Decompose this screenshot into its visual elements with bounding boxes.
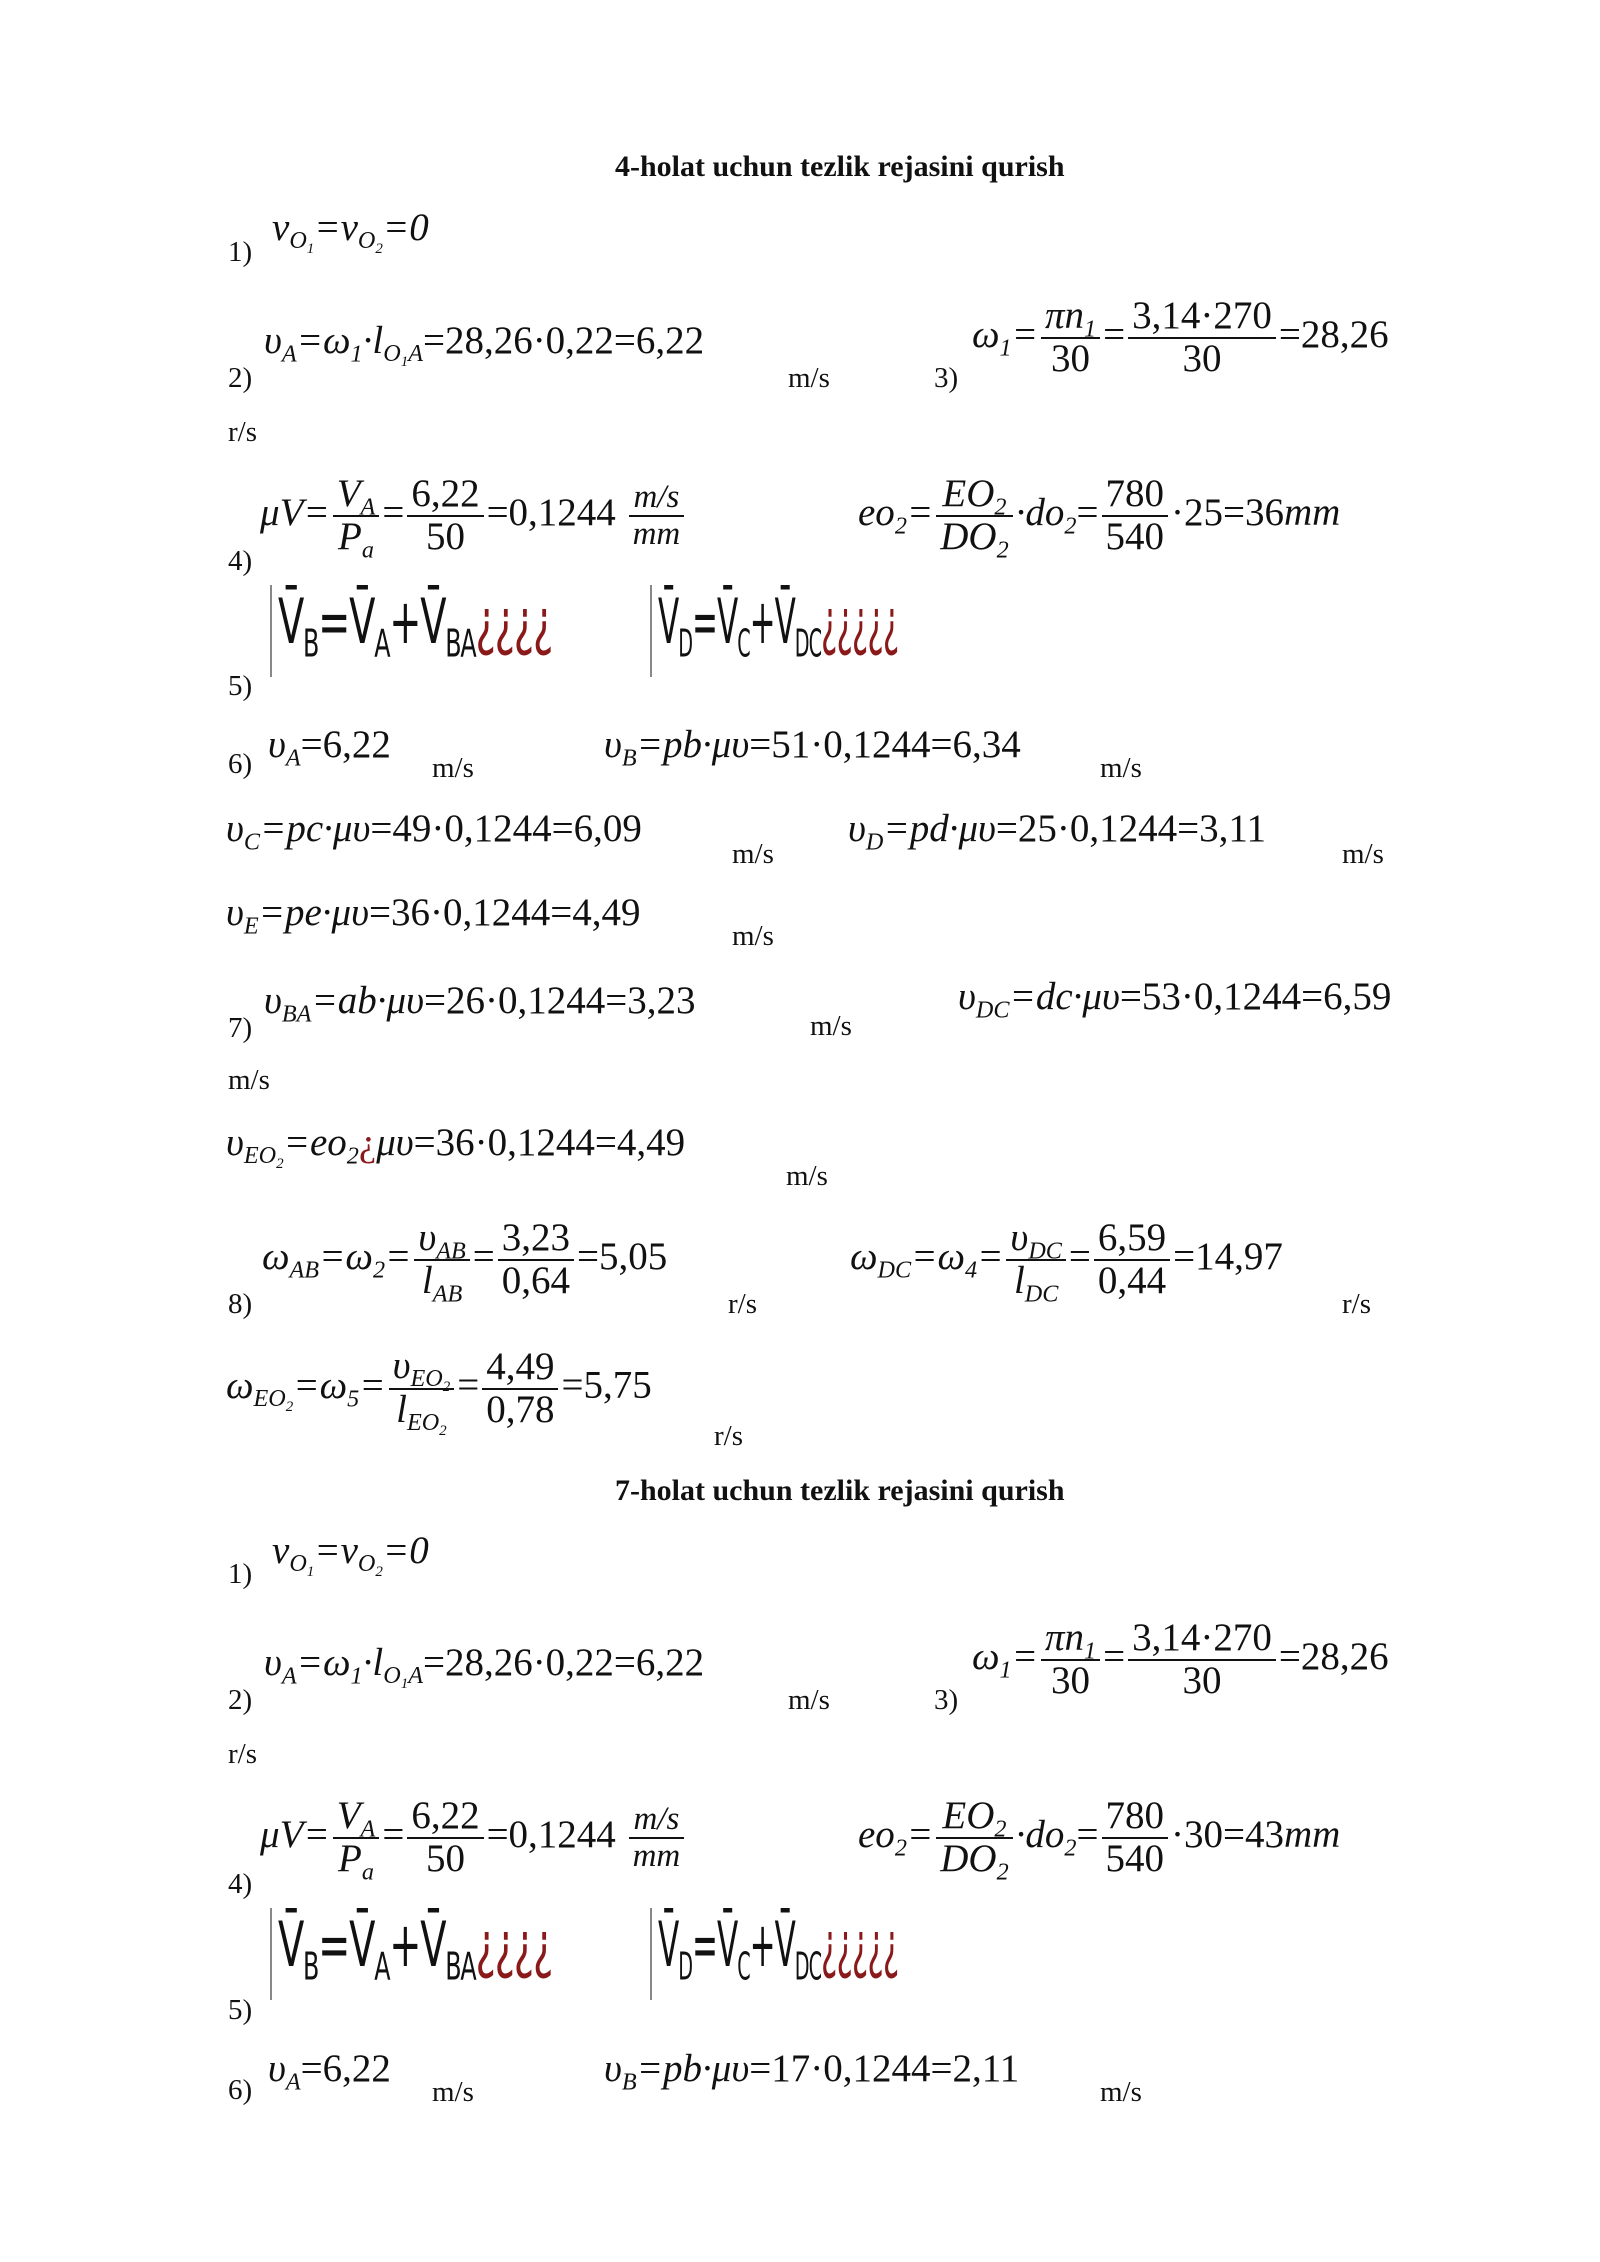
item-number-1: 1) xyxy=(228,236,253,268)
formula-vO: $v_{O_1}=v_{O_2}=0$ xyxy=(272,206,429,258)
item-number-4: 4) xyxy=(228,1868,253,1900)
formula-omega1: $\omega_1=$ $\frac{\pi n_1}{30}$ = $\frac{3,14\cdot 270}{30}$ =28,26 xyxy=(972,294,1389,380)
unit-ms: m/s xyxy=(810,1010,852,1042)
formula-vA: $\upsilon_A=\omega_1\cdot l_{O_1A}=28,26\cdot 0,22=6,22$ xyxy=(264,319,705,371)
formula-omega1: $\omega_1=$ $\frac{\pi n_1}{30}$ = $\frac{3,14\cdot 270}{30}$ =28,26 xyxy=(972,1616,1389,1702)
unit-ms: m/s xyxy=(732,838,774,870)
section-heading-4: 4-holat uchun tezlik rejasini qurish xyxy=(615,150,1065,183)
formula-vC: $\upsilon_C=pc\cdot\mu\upsilon=49\cdot 0,1244=6,09$ xyxy=(226,807,642,856)
vector-equation-B: $V̄_B=V̄_A+V̄_{BA}¿¿¿¿$ xyxy=(270,1908,720,2000)
formula-muV: μV= $\frac{V_A}{P_a}$ = $\frac{6,22}{50}$ =0,1244 $\frac{m/s}{mm}$ xyxy=(260,1796,687,1880)
formula-vB: $\upsilon_B=pb\cdot\mu\upsilon=17\cdot 0,1244=2,11$ xyxy=(604,2047,1020,2096)
formula-muV: μV= $\frac{V_A}{P_a}$ = $\frac{6,22}{50}$ =0,1244 $\frac{m/s}{mm}$ xyxy=(260,474,687,558)
item-number-3: 3) xyxy=(934,362,959,394)
formula-eo2: $eo_2=$ $\frac{EO_2}{DO_2}$ $\cdot do_2=$ $\frac{780}{540}$ ·25=36mm xyxy=(858,472,1341,564)
item-number-4: 4) xyxy=(228,545,253,577)
section-heading-7: 7-holat uchun tezlik rejasini qurish xyxy=(615,1474,1065,1507)
formula-vEO2: $\upsilon_{EO_2}=eo_2¿\mu\upsilon=36\cdot 0,1244=4,49$ xyxy=(226,1121,686,1173)
formula-vBA: $\upsilon_{BA}=ab\cdot\mu\upsilon=26\cdot 0,1244=3,23$ xyxy=(264,979,696,1028)
unit-ms: m/s xyxy=(788,362,830,394)
formula-omegaAB: $\omega_{AB}=\omega_2=$ $\upsilon_{AB}$ $l_{AB}$ = $\frac{3,23}{0,64}$ =5,05 xyxy=(262,1216,668,1308)
unit-ms: m/s xyxy=(786,1160,828,1192)
item-number-1: 1) xyxy=(228,1558,253,1590)
formula-vA-value: $\upsilon_A=6,22$ xyxy=(268,723,391,772)
item-number-6: 6) xyxy=(228,748,253,780)
unit-ms: m/s xyxy=(1100,752,1142,784)
formula-vB: $\upsilon_B=pb\cdot\mu\upsilon=51\cdot 0,1244=6,34$ xyxy=(604,723,1021,772)
formula-vA: $\upsilon_A=\omega_1\cdot l_{O_1A}=28,26\cdot 0,22=6,22$ xyxy=(264,1641,705,1693)
vector-equation-D: $V̄_D=V̄_C+V̄_{DC}¿¿¿¿¿$ xyxy=(650,1908,1139,2000)
formula-vO: $v_{O_1}=v_{O_2}=0$ xyxy=(272,1529,429,1581)
item-number-6: 6) xyxy=(228,2074,253,2106)
item-number-2: 2) xyxy=(228,362,253,394)
unit-ms: m/s xyxy=(1100,2076,1142,2108)
unit-ms: m/s xyxy=(432,752,474,784)
unit-ms: m/s xyxy=(788,1684,830,1716)
item-number-5: 5) xyxy=(228,670,253,702)
unit-rs: r/s xyxy=(228,1738,257,1770)
item-number-7: 7) xyxy=(228,1012,253,1044)
unit-ms: m/s xyxy=(228,1064,270,1096)
unit-rs: r/s xyxy=(714,1420,743,1452)
formula-vA-value: $\upsilon_A=6,22$ xyxy=(268,2047,391,2096)
unit-rs: r/s xyxy=(1342,1288,1371,1320)
item-number-8: 8) xyxy=(228,1288,253,1320)
unit-ms: m/s xyxy=(432,2076,474,2108)
formula-eo2: $eo_2=$ $\frac{EO_2}{DO_2}$ $\cdot do_2=$ $\frac{780}{540}$ ·30=43mm xyxy=(858,1794,1341,1886)
formula-vE: $\upsilon_E=pe\cdot\mu\upsilon=36\cdot 0,1244=4,49$ xyxy=(226,891,641,940)
unit-rs: r/s xyxy=(228,416,257,448)
item-number-2: 2) xyxy=(228,1684,253,1716)
vector-equation-D: $V̄_D=V̄_C+V̄_{DC}¿¿¿¿¿$ xyxy=(650,585,1139,677)
vector-equation-B: $V̄_B=V̄_A+V̄_{BA}¿¿¿¿$ xyxy=(270,585,720,677)
formula-omegaDC: $\omega_{DC}=\omega_4=$ $\upsilon_{DC}$ $l_{DC}$ = $\frac{6,59}{0,44}$ =14,97 xyxy=(850,1216,1283,1308)
item-number-5: 5) xyxy=(228,1994,253,2026)
formula-vDC: $\upsilon_{DC}=dc\cdot\mu\upsilon=53\cdot 0,1244=6,59$ xyxy=(958,975,1392,1024)
formula-omegaEO2: $\omega_{EO_2}=\omega_5=$ $\upsilon_{EO_2}$ $l_{EO_2}$ = $\frac{4,49}{0,78}$ =5,75 xyxy=(226,1344,652,1440)
unit-rs: r/s xyxy=(728,1288,757,1320)
formula-vD: $\upsilon_D=pd\cdot\mu\upsilon=25\cdot 0,1244=3,11$ xyxy=(848,807,1266,856)
item-number-3: 3) xyxy=(934,1684,959,1716)
unit-ms: m/s xyxy=(732,920,774,952)
unit-ms: m/s xyxy=(1342,838,1384,870)
